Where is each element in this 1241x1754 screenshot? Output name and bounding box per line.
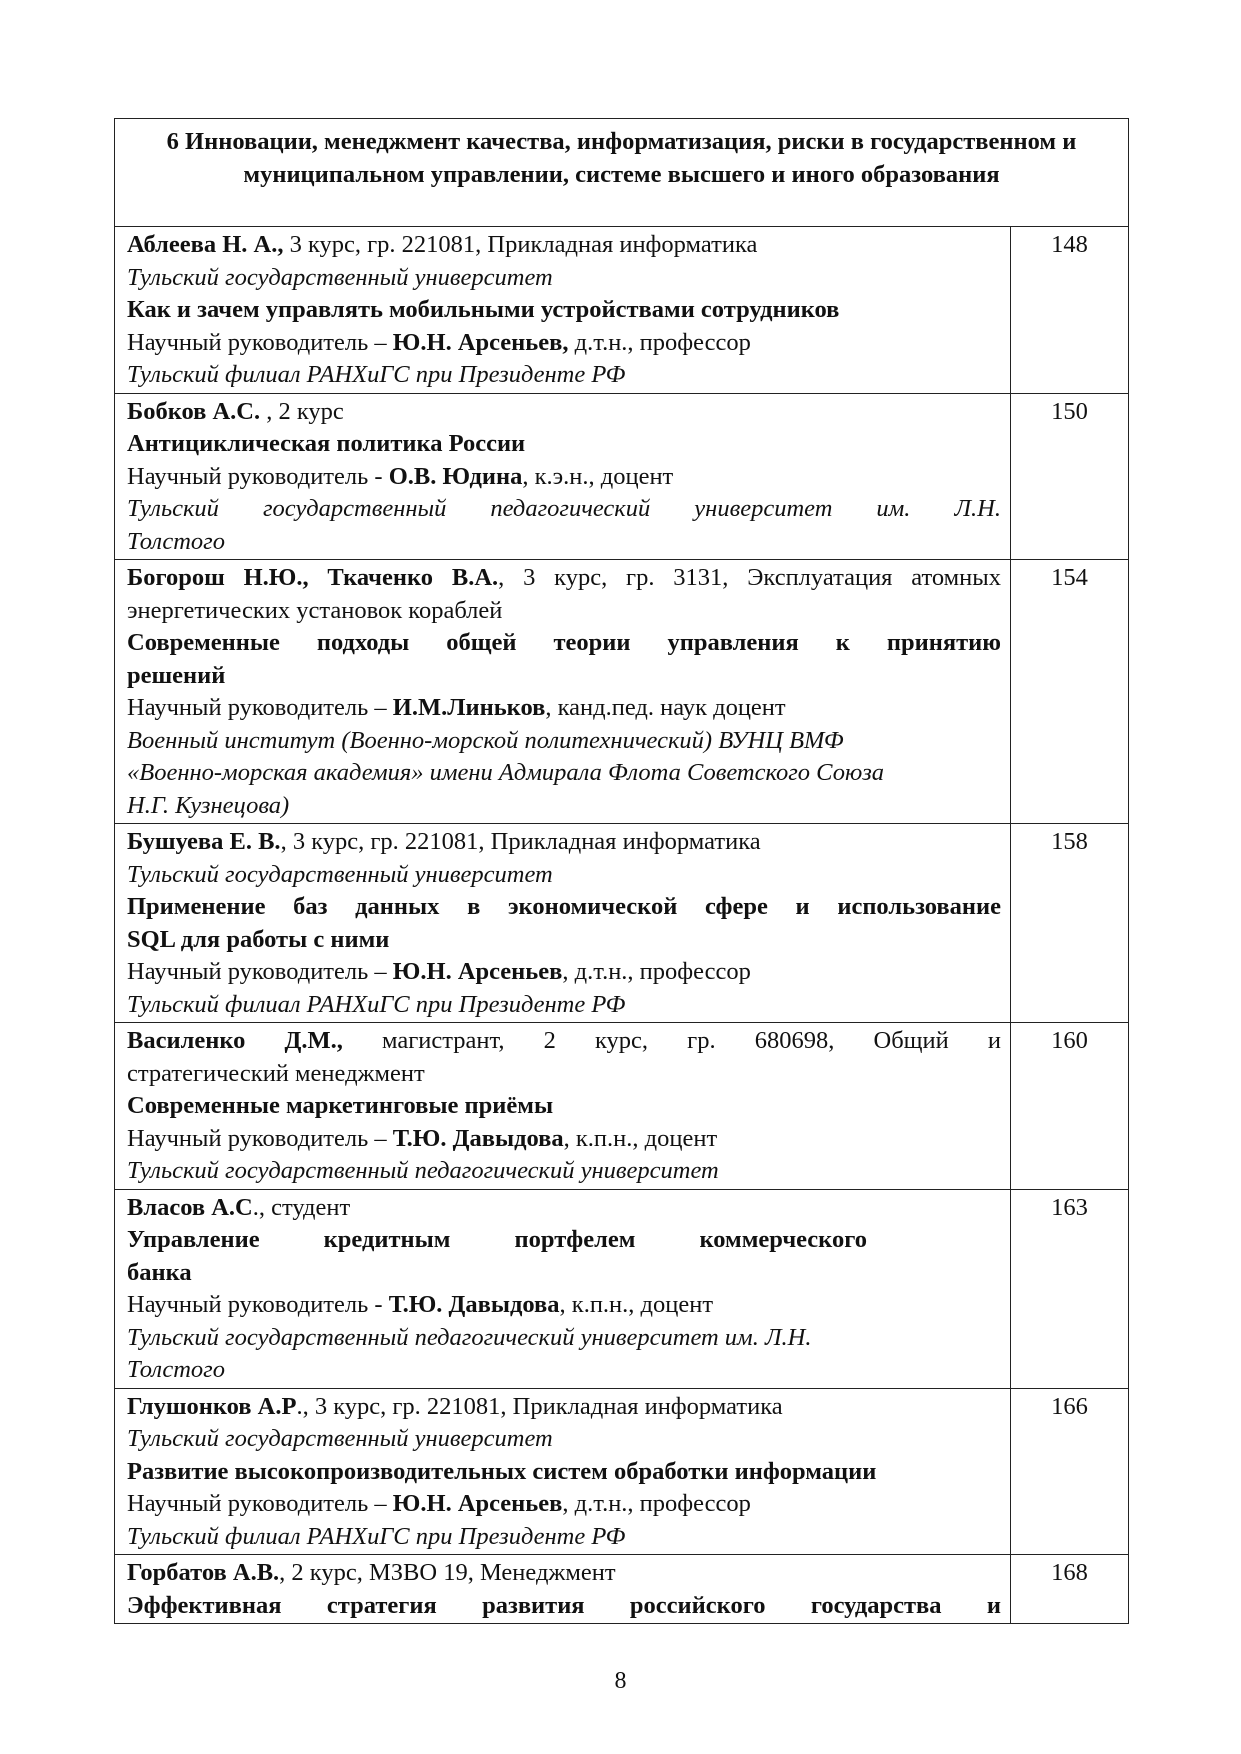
table-row: [115, 1388, 1129, 1555]
entry-cell: [115, 1388, 1011, 1555]
advisor-org: Тульский филиал РАНХиГС при Президенте РФ: [127, 1522, 626, 1550]
author-name: Бобков А.С.: [127, 397, 261, 425]
advisor-org: Тульский государственный педагогический университет: [127, 1157, 719, 1184]
author-name: Глушонков А.Р: [127, 1392, 297, 1420]
advisor-line: Научный руководитель - О.В. Юдина, к.э.н., доцент: [127, 462, 674, 490]
author-info: магистрант, 2 курс, гр. 680698, Общий и: [342, 1027, 1001, 1054]
paper-title: Антициклическая политика России: [127, 430, 526, 457]
entry-cell: [115, 227, 1011, 394]
advisor-org: Тульский филиал РАНХиГС при Президенте РФ: [127, 361, 626, 388]
advisor-name: О.В. Юдина: [388, 462, 523, 490]
author-name: Аблеева Н. А.,: [127, 231, 284, 258]
advisor-name: Ю.Н. Арсеньев: [392, 958, 563, 985]
table-row: [115, 227, 1129, 394]
section-heading-row: [115, 119, 1129, 227]
advisor-name: И.М.Линьков: [392, 694, 546, 721]
university: Тульский государственный университет: [127, 860, 553, 888]
advisor-org: Толстого: [127, 527, 225, 555]
author-line: [127, 396, 1001, 429]
author-line: [127, 1391, 1001, 1424]
author-line: [127, 229, 1001, 262]
author-line: [127, 826, 1001, 859]
paper-title: банка: [127, 1258, 192, 1286]
contents-table: [114, 118, 1129, 1624]
paper-title: Как и зачем управлять мобильными устройствами сотрудников: [127, 296, 840, 323]
advisor-line: Научный руководитель - Т.Ю. Давыдова, к.п.н., доцент: [127, 1291, 714, 1318]
section-heading: 6 Инновации, менеджмент качества, информатизация, риски в государственном и муниципальном управлении, системе высшего и иного образования: [115, 119, 1129, 227]
paper-title: SQL для работы с ними: [127, 925, 390, 953]
page-number: 160: [1011, 1023, 1129, 1190]
advisor-org: Военный институт (Военно-морской политехнический) ВУНЦ ВМФ: [127, 726, 844, 754]
paper-title: решений: [127, 661, 226, 689]
page-number: 154: [1011, 560, 1129, 824]
entry-cell: [115, 393, 1011, 560]
footer-page-number: 8: [614, 1668, 627, 1694]
advisor-name: Т.Ю. Давыдова: [388, 1291, 560, 1318]
paper-title: Эффективная стратегия развития российского государства и: [127, 1591, 1001, 1619]
advisor-org: Толстого: [127, 1356, 225, 1383]
entry-cell: [115, 1555, 1011, 1624]
author-name: Василенко Д.М.,: [127, 1027, 343, 1054]
author-name: Бушуева Е. В.: [127, 828, 281, 855]
author-info: энергетических установок кораблей: [127, 596, 503, 624]
table-row: [115, 393, 1129, 560]
table-row: [115, 1555, 1129, 1624]
advisor-name: Т.Ю. Давыдова: [392, 1124, 564, 1152]
author-info: 3 курс, гр. 221081, Прикладная информатика: [283, 231, 758, 258]
entry-cell: [115, 824, 1011, 1023]
paper-title: Развитие высокопроизводительных систем обработки информации: [127, 1457, 877, 1485]
author-info: , 3 курс, гр. 3131, Эксплуатация атомных: [498, 564, 1001, 591]
author-info: ., студент: [252, 1193, 351, 1221]
table-row: [115, 1023, 1129, 1190]
author-info: стратегический менеджмент: [127, 1059, 425, 1087]
author-line: [127, 1557, 1001, 1590]
advisor-line: Научный руководитель – И.М.Линьков, канд.пед. наук доцент: [127, 694, 786, 721]
table-row: [115, 824, 1129, 1023]
advisor-org: Тульский филиал РАНХиГС при Президенте РФ: [127, 990, 626, 1018]
page-number: 158: [1011, 824, 1129, 1023]
advisor-name: Ю.Н. Арсеньев,: [392, 328, 569, 356]
advisor-line: Научный руководитель – Ю.Н. Арсеньев, д.т.н., профессор: [127, 328, 751, 356]
advisor-line: Научный руководитель – Т.Ю. Давыдова, к.п.н., доцент: [127, 1124, 718, 1152]
author-line: [127, 562, 1001, 595]
paper-title: Современные подходы общей теории управления к принятию: [127, 629, 1001, 656]
entry-cell: [115, 560, 1011, 824]
entry-cell: [115, 1023, 1011, 1190]
author-name: Власов А.С: [127, 1193, 253, 1221]
page-number: 163: [1011, 1189, 1129, 1388]
advisor-name: Ю.Н. Арсеньев: [392, 1490, 563, 1517]
table-row: [115, 560, 1129, 824]
page-number: 166: [1011, 1388, 1129, 1555]
author-info: , 3 курс, гр. 221081, Прикладная информатика: [280, 828, 761, 855]
author-info: ., 3 курс, гр. 221081, Прикладная информатика: [296, 1392, 783, 1420]
advisor-org: «Военно-морская академия» имени Адмирала Флота Советского Союза: [127, 759, 885, 786]
author-line: [127, 1192, 1001, 1225]
author-name: Горбатов А.В.: [127, 1559, 280, 1586]
author-name: Богорош Н.Ю., Ткаченко В.А.: [127, 564, 499, 591]
university: Тульский государственный университет: [127, 1425, 553, 1452]
page-number: 168: [1011, 1555, 1129, 1624]
table-row: [115, 1189, 1129, 1388]
entry-cell: [115, 1189, 1011, 1388]
paper-title: Применение баз данных в экономической сфере и использование: [127, 893, 1001, 920]
advisor-line: Научный руководитель – Ю.Н. Арсеньев, д.т.н., профессор: [127, 1490, 751, 1517]
author-info: , 2 курс: [260, 397, 344, 425]
page-number: 150: [1011, 393, 1129, 560]
university: Тульский государственный университет: [127, 263, 553, 291]
paper-title: Управление кредитным портфелем коммерческого: [127, 1226, 867, 1253]
advisor-org: Тульский государственный педагогический университет им. Л.Н.: [127, 1323, 812, 1351]
author-line: [127, 1025, 1001, 1058]
author-info: , 2 курс, МЗВО 19, Менеджмент: [279, 1559, 616, 1586]
page-number: 148: [1011, 227, 1129, 394]
advisor-org: Н.Г. Кузнецова): [127, 791, 290, 819]
paper-title: Современные маркетинговые приёмы: [127, 1092, 554, 1119]
advisor-org: Тульский государственный педагогический университет им. Л.Н.: [127, 495, 1001, 522]
advisor-line: Научный руководитель – Ю.Н. Арсеньев, д.т.н., профессор: [127, 958, 751, 985]
